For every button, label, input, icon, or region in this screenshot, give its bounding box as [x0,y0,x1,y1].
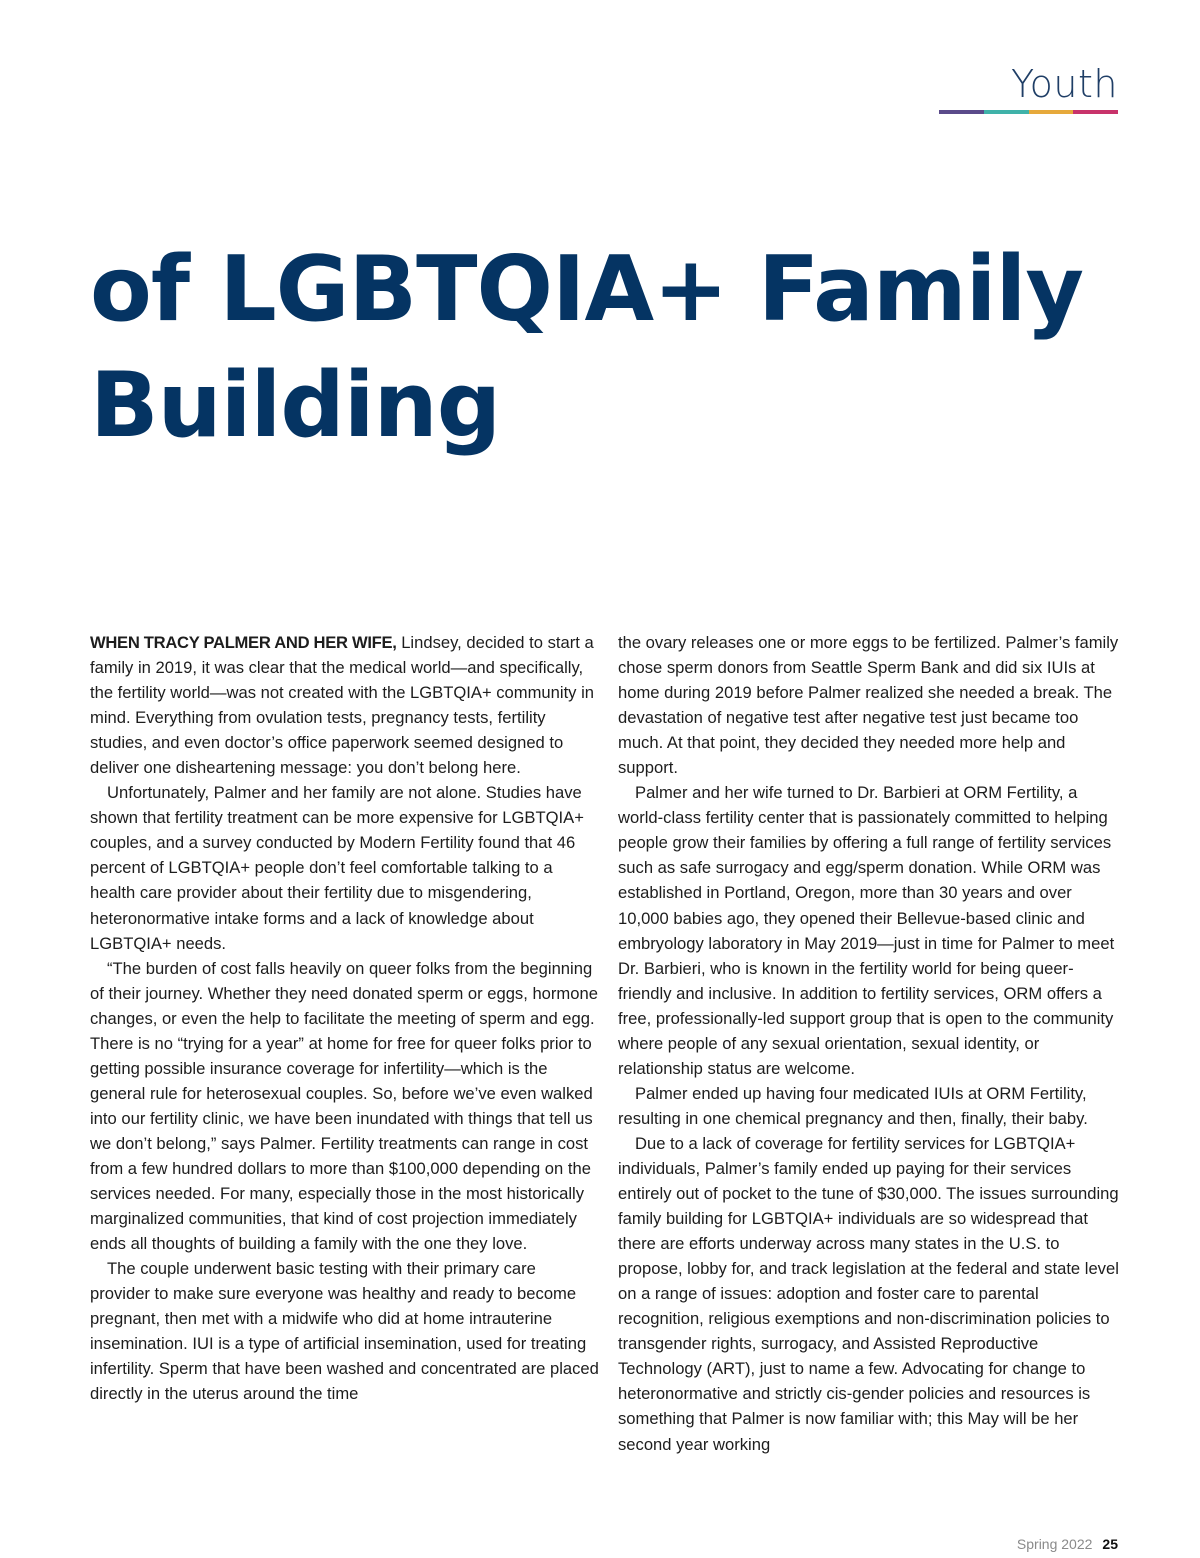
article-column-left [90,630,600,1406]
article-paragraph: the ovary releases one or more eggs to be fertilized. Palmer’s family chose sperm donors from Seattle Sperm Bank and did six IUIs at home during 2019 before Palmer realized she needed a break. The devastation of negative test after negative test just became too much. At that point, they decided they needed more help and support. [618,633,1119,778]
page-footer [1017,1536,1118,1552]
article-paragraph: Due to a lack of coverage for fertility services for LGBTQIA+ individuals, Palmer’s family ended up paying for their services entirely out of pocket to the tune of $30,000. The issues surrounding family building for LGBTQIA+ individuals are so widespread that there are efforts underway across many states in the U.S. to propose, lobby for, and track legislation at the federal and state level on a range of issues: adoption and foster care to parental recognition, religious exemptions and non-discrimination policies to transgender rights, surrogacy, and Assisted Reproductive Technology (ART), just to name a few. Advocating for change to heteronormative and strictly cis-gender policies and resources is something that Palmer is now familiar with; this May will be her second year working [618,1133,1119,1454]
accent-bar-segment [984,110,1029,114]
paragraph-text: Lindsey, decided to start a family in 2019, it was clear that the medical world—and specifically, the fertility world—was not created with the LGBTQIA+ community in mind. Everything from ovulation tests, pregnancy tests, fertility studies, and even doctor’s office paperwork seemed designed to deliver one disheartening message: you don’t belong here. [90,633,595,778]
headline-line-2: Building [90,353,501,458]
page-number: 25 [1102,1536,1118,1552]
accent-bar-segment [1073,110,1118,114]
article-paragraph: Palmer ended up having four medicated IUIs at ORM Fertility, resulting in one chemical pregnancy and then, finally, their baby. [618,1083,1088,1128]
accent-bar-segment [1029,110,1074,114]
accent-bar-segment [939,110,984,114]
accent-color-bar [939,110,1118,114]
issue-label: Spring 2022 [1016,1536,1093,1552]
article-headline [90,232,1130,464]
article-column-right [618,630,1120,1457]
article-paragraph: “The burden of cost falls heavily on queer folks from the beginning of their journey. Whether they need donated sperm or eggs, hormone changes, or even the help to facilitate the meeting of sperm and egg. There is no “trying for a year” at home for free for queer folks prior to getting possible insurance coverage for infertility—which is the general rule for heterosexual couples. So, before we’ve even walked into our fertility clinic, we have been inundated with things that tell us we don’t belong,” says Palmer. Fertility treatments can range in cost from a few hundred dollars to more than $100,000 depending on the services needed. For many, especially those in the most historically marginalized communities, that kind of cost projection immediately ends all thoughts of building a family with the one they love. [90,958,598,1254]
article-paragraph: Unfortunately, Palmer and her family are not alone. Studies have shown that fertility treatment can be more expensive for LGBTQIA+ couples, and a survey conducted by Modern Fertility found that 46 percent of LGBTQIA+ people don’t feel comfortable talking to a health care provider about their fertility due to misgendering, heteronormative intake forms and a lack of knowledge about LGBTQIA+ needs. [90,783,584,953]
article-paragraph: The couple underwent basic testing with their primary care provider to make sure everyone was healthy and ready to become pregnant, then met with a midwife who did at home intrauterine insemination. IUI is a type of artificial insemination, used for treating infertility. Sperm that have been washed and concentrated are placed directly in the uterus around the time [90,1259,599,1404]
lead-in: WHEN TRACY PALMER AND HER WIFE, [90,633,397,652]
article-paragraph [90,630,600,780]
headline-line-1: of LGBTQIA+ Family [90,237,1084,342]
section-label: Youth [1011,62,1118,106]
article-paragraph: Palmer and her wife turned to Dr. Barbieri at ORM Fertility, a world-class fertility center that is passionately committed to helping people grow their families by offering a full range of fertility services such as safe surrogacy and egg/sperm donation. While ORM was established in Portland, Oregon, more than 30 years and over 10,000 babies ago, they opened their Bellevue-based clinic and embryology laboratory in May 2019—just in time for Palmer to meet Dr. Barbieri, who is known in the fertility world for being queer-friendly and inclusive. In addition to fertility services, ORM offers a free, professionally-led support group that is open to the community where people of any sexual orientation, sexual identity, or relationship status are welcome. [618,783,1115,1078]
